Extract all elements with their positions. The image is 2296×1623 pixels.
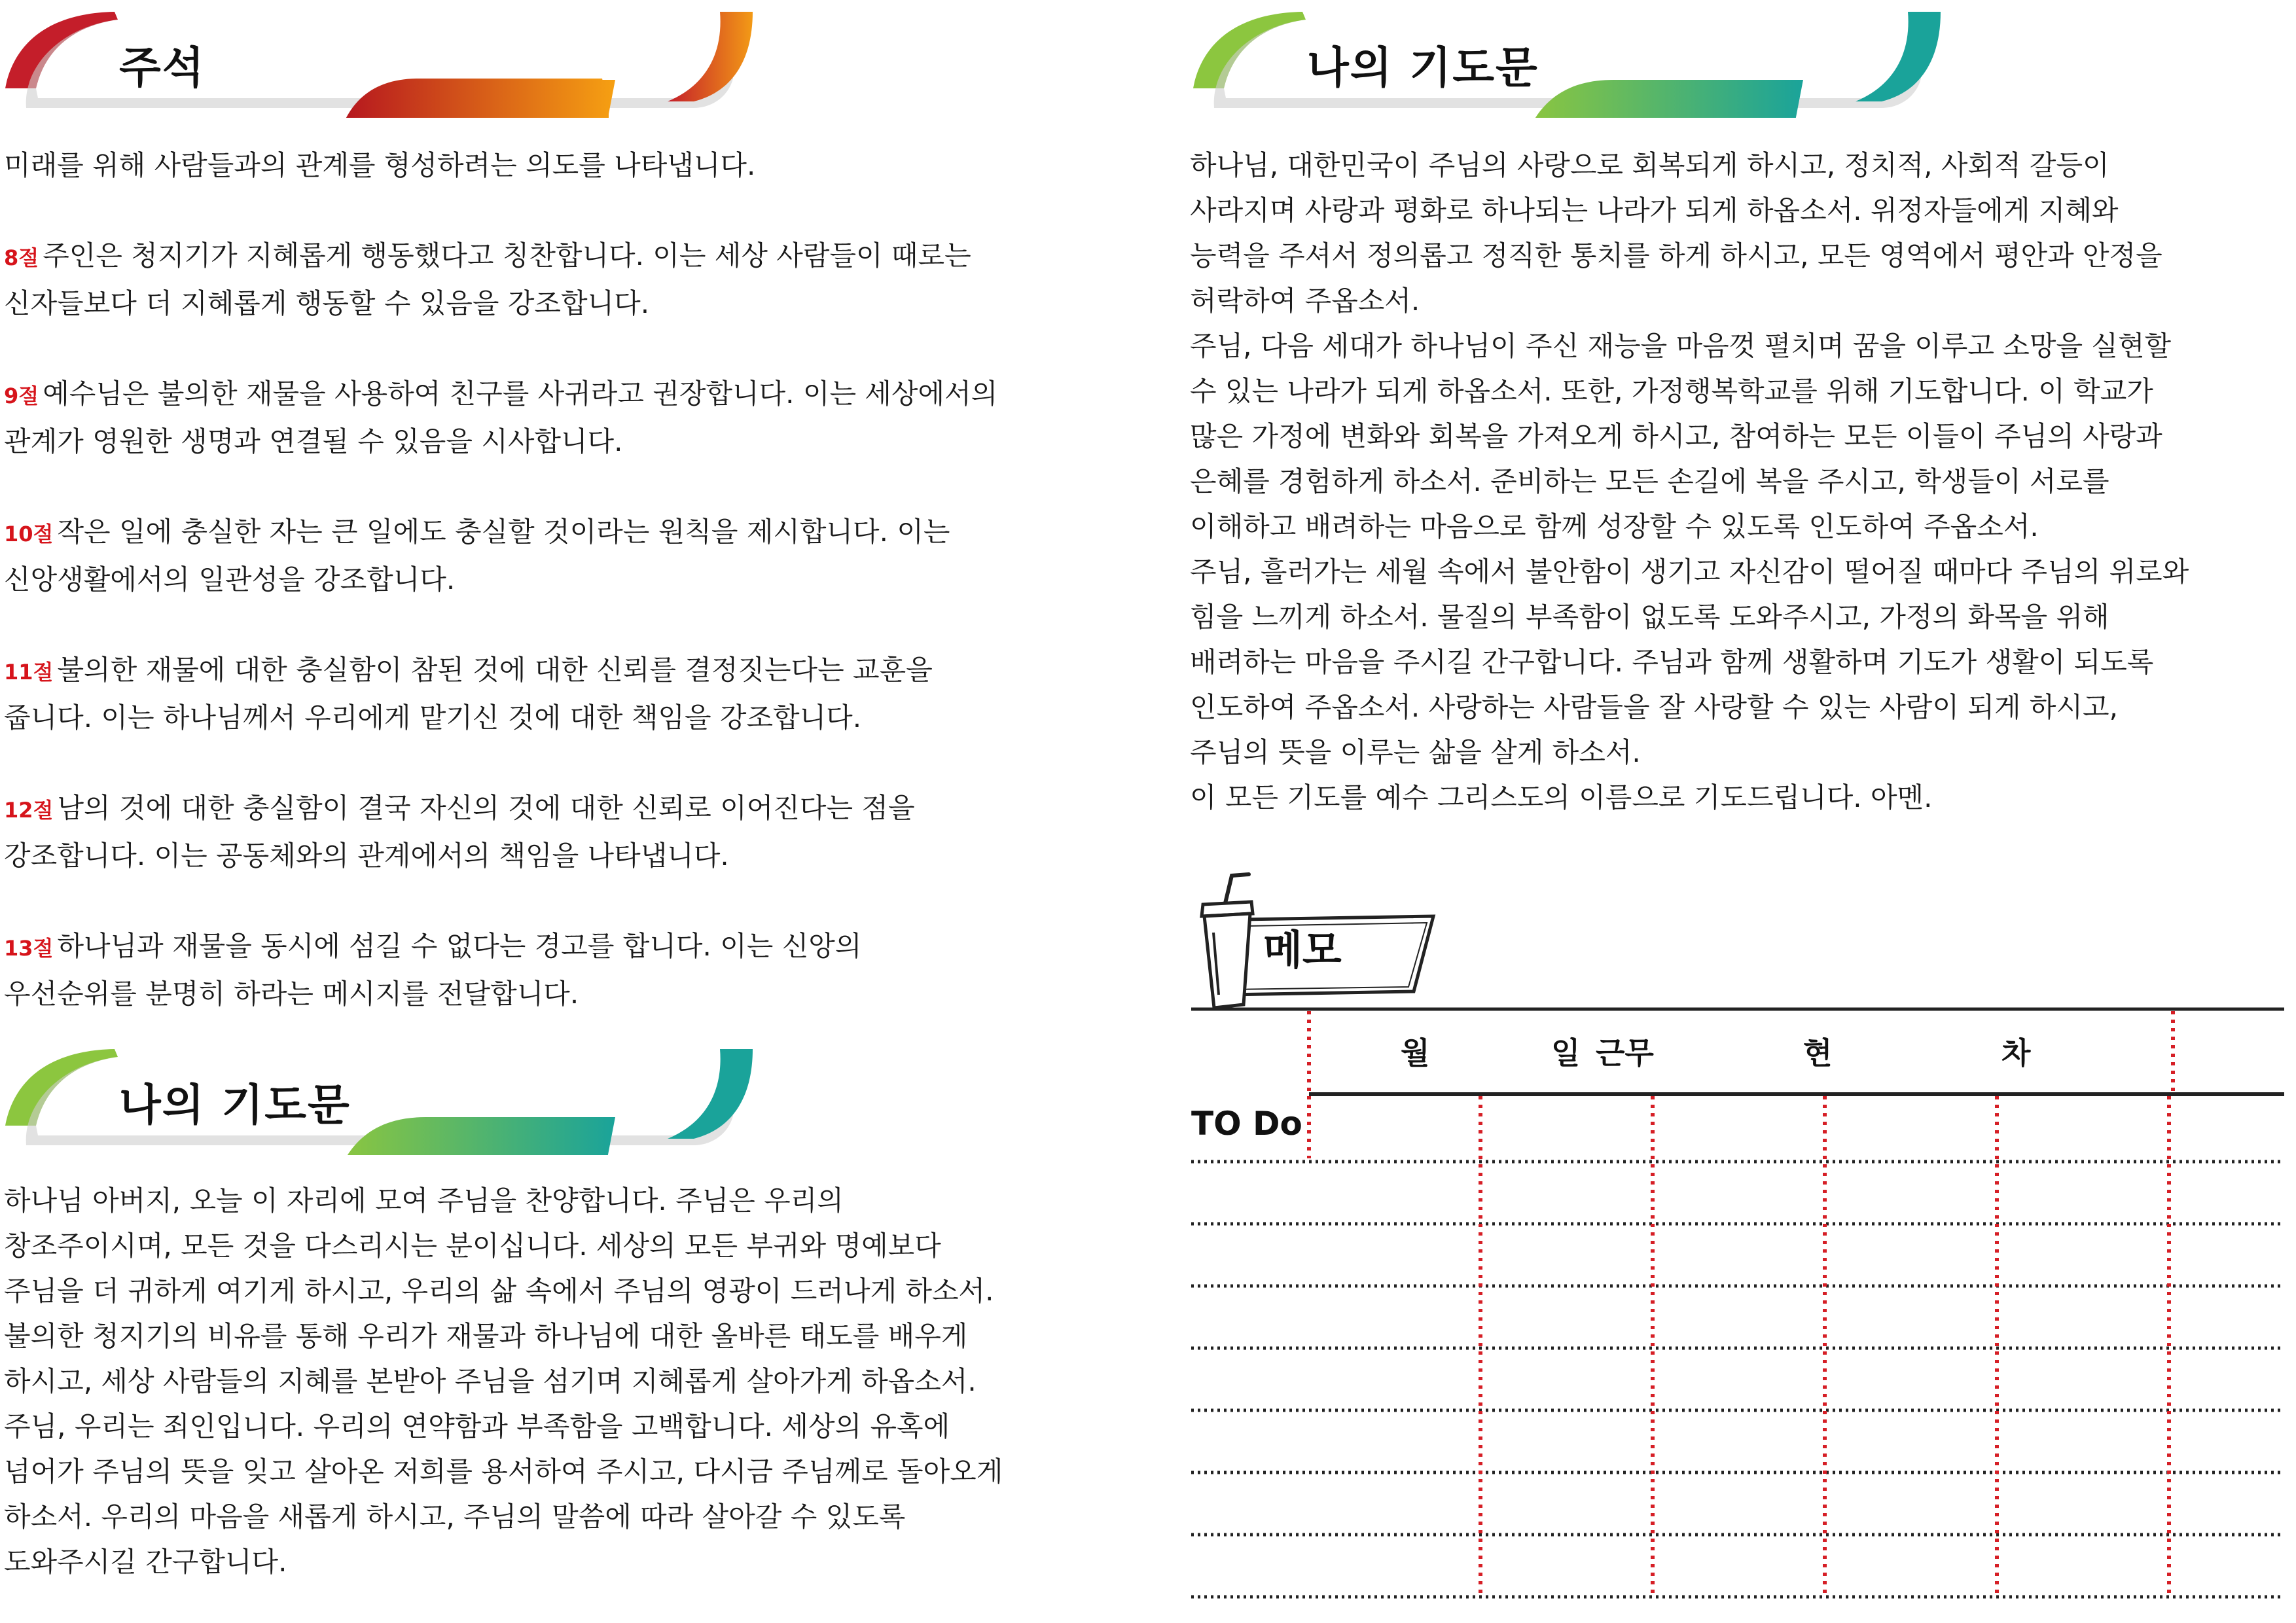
annotation-text-cont: 신자들보다 더 지혜롭게 행동할 수 있음을 강조합니다.	[4, 287, 650, 319]
prayer-right-body	[1190, 143, 2289, 820]
prayer-line: 도와주시길 간구합니다.	[4, 1546, 287, 1578]
annotation-text: 남의 것에 대한 충실함이 결국 자신의 것에 대한 신뢰로 이어진다는 점을	[57, 792, 915, 824]
annotation-item	[4, 509, 1117, 557]
prayer-line: 주님의 뜻을 이루는 삶을 살게 하소서.	[1190, 736, 1641, 768]
annotation-text: 하나님과 재물을 동시에 섬길 수 없다는 경고를 합니다. 이는 신앙의	[57, 930, 862, 962]
memo-section	[1178, 870, 2291, 1616]
prayer-line: 이해하고 배려하는 마음으로 함께 성장할 수 있도록 인도하여 주옵소서.	[1190, 510, 2039, 543]
prayer-line: 힘을 느끼게 하소서. 물질의 부족함이 없도록 도와주시고, 가정의 화목을 위해	[1190, 601, 2109, 633]
prayer-line: 불의한 청지기의 비유를 통해 우리가 재물과 하나님에 대한 올바른 태도를 배우게	[4, 1320, 968, 1352]
verse-number: 10절	[4, 522, 54, 546]
prayer-line: 주님, 우리는 죄인입니다. 우리의 연약함과 부족함을 고백합니다. 세상의 유혹에	[4, 1410, 950, 1442]
prayer-line: 하시고, 세상 사람들의 지혜를 본받아 주님을 섬기며 지혜롭게 살아가게 하옵소서.	[4, 1365, 977, 1397]
prayer-line: 창조주이시며, 모든 것을 다스리시는 분이십니다. 세상의 모든 부귀와 명예보다	[4, 1230, 941, 1262]
annotations-header	[0, 0, 766, 118]
annotation-item	[4, 647, 1117, 695]
memo-title: 메모	[1263, 926, 1342, 974]
todo-label: TO Do	[1191, 1105, 1302, 1143]
prayer-line: 주님을 더 귀하게 여기게 하시고, 우리의 삶 속에서 주님의 영광이 드러나게 하소서.	[4, 1275, 994, 1307]
banner-swoosh-red	[0, 0, 766, 118]
annotation-text: 불의한 재물에 대한 충실함이 참된 것에 대한 신뢰를 결정짓는다는 교훈을	[57, 654, 933, 686]
prayer-right-header	[1188, 0, 1954, 118]
prayer-line: 능력을 주셔서 정의롭고 정직한 통치를 하게 하시고, 모든 영역에서 평안과 안정을	[1190, 240, 2162, 272]
header-attendance: 현	[1803, 1035, 1833, 1071]
prayer-line: 넘어가 주님의 뜻을 잊고 살아온 저희를 용서하여 주시고, 다시금 주님께로 돌아오게	[4, 1455, 1003, 1488]
prayer-left-header	[0, 1037, 766, 1155]
annotations-title: 주석	[119, 43, 206, 93]
annotation-intro-text: 미래를 위해 사람들과의 관계를 형성하려는 의도를 나타냅니다.	[4, 149, 756, 181]
prayer-line: 사라지며 사랑과 평화로 하나되는 나라가 되게 하옵소서. 위정자들에게 지혜와	[1190, 194, 2119, 226]
prayer-line: 배려하는 마음을 주시길 간구합니다. 주님과 함께 생활하며 기도가 생활이 되도록	[1190, 646, 2154, 678]
verse-number: 11절	[4, 660, 54, 685]
prayer-line: 은혜를 경험하게 하소서. 준비하는 모든 손길에 복을 주시고, 학생들이 서로를	[1190, 465, 2109, 497]
prayer-line: 허락하여 주옵소서.	[1190, 285, 1420, 317]
prayer-line: 주님, 다음 세대가 하나님이 주신 재능을 마음껏 펼치며 꿈을 이루고 소망을 실현할	[1190, 330, 2172, 362]
prayer-line: 하나님 아버지, 오늘 이 자리에 모여 주님을 찬양합니다. 주님은 우리의	[4, 1185, 844, 1217]
prayer-right-title: 나의 기도문	[1307, 43, 1539, 93]
banner-swoosh-green	[1188, 0, 1954, 118]
annotation-text: 주인은 청지기가 지혜롭게 행동했다고 칭찬합니다. 이는 세상 사람들이 때로는	[43, 240, 971, 272]
prayer-line: 주님, 흘러가는 세월 속에서 불안함이 생기고 자신감이 떨어질 때마다 주님의 위로와	[1190, 556, 2189, 588]
annotation-text: 예수님은 불의한 재물을 사용하여 친구를 사귀라고 권장합니다. 이는 세상에서의	[43, 378, 998, 410]
prayer-line: 수 있는 나라가 되게 하옵소서. 또한, 가정행복학교를 위해 기도합니다. 이 학교가	[1190, 375, 2153, 407]
annotation-intro	[4, 143, 1117, 188]
header-day: 일	[1551, 1035, 1581, 1071]
prayer-line: 이 모든 기도를 예수 그리스도의 이름으로 기도드립니다. 아멘.	[1190, 781, 1933, 813]
prayer-line: 하소서. 우리의 마음을 새롭게 하시고, 주님의 말씀에 따라 살아갈 수 있도록	[4, 1501, 906, 1533]
verse-number: 12절	[4, 798, 54, 823]
annotation-item	[4, 233, 1117, 281]
prayer-line: 하나님, 대한민국이 주님의 사랑으로 회복되게 하시고, 정치적, 사회적 갈등이	[1190, 149, 2109, 181]
verse-number: 9절	[4, 383, 39, 408]
annotation-text-cont: 우선순위를 분명히 하라는 메시지를 전달합니다.	[4, 978, 579, 1010]
annotation-item	[4, 371, 1117, 419]
annotations-body	[4, 143, 1117, 1016]
banner-swoosh-green	[0, 1037, 766, 1155]
prayer-line: 인도하여 주옵소서. 사랑하는 사람들을 잘 사랑할 수 있는 사람이 되게 하시고,	[1190, 691, 2118, 723]
prayer-left-title: 나의 기도문	[119, 1080, 351, 1130]
annotation-text-cont: 신앙생활에서의 일관성을 강조합니다.	[4, 563, 456, 596]
verse-number: 13절	[4, 936, 54, 961]
annotation-text-cont: 줍니다. 이는 하나님께서 우리에게 맡기신 것에 대한 책임을 강조합니다.	[4, 702, 862, 734]
header-month: 월	[1401, 1035, 1430, 1071]
annotation-item	[4, 785, 1117, 833]
annotation-text-cont: 강조합니다. 이는 공동체와의 관계에서의 책임을 나타냅니다.	[4, 840, 729, 872]
header-work: 근무	[1596, 1035, 1654, 1071]
prayer-left-body	[4, 1178, 1130, 1584]
annotation-text: 작은 일에 충실한 자는 큰 일에도 충실할 것이라는 원칙을 제시합니다. 이는	[57, 516, 950, 548]
annotation-text-cont: 관계가 영원한 생명과 연결될 수 있음을 시사합니다.	[4, 425, 623, 457]
prayer-line: 많은 가정에 변화와 회복을 가져오게 하시고, 참여하는 모든 이들이 주님의 사랑과	[1190, 420, 2162, 452]
verse-number: 8절	[4, 245, 39, 270]
memo-table-grid	[1178, 870, 2291, 1616]
header-car: 차	[2001, 1035, 2031, 1071]
annotation-item	[4, 923, 1117, 971]
